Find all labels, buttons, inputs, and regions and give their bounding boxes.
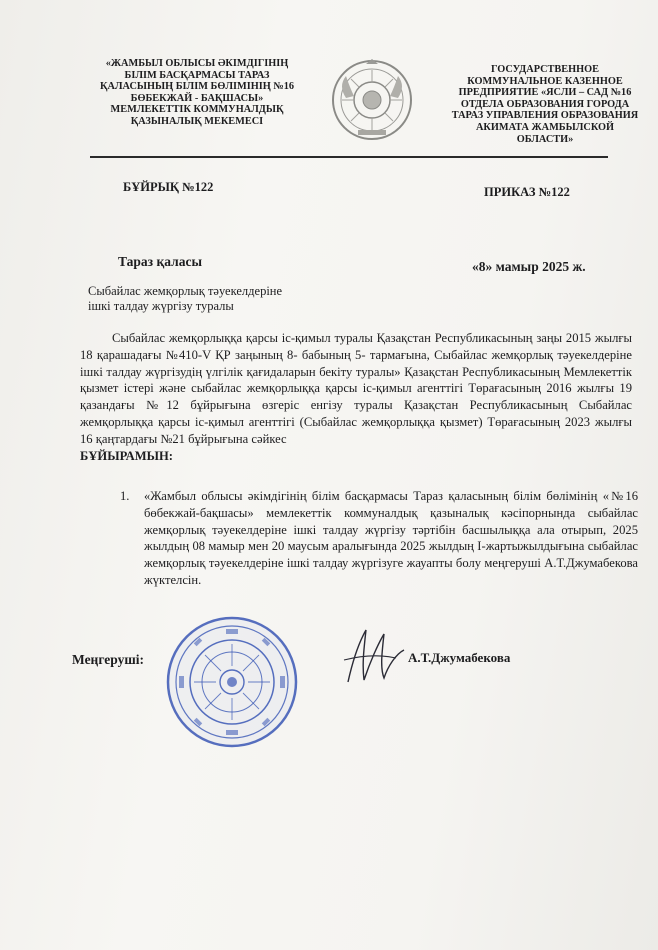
header-kazakh-line: «ЖАМБЫЛ ОБЛЫСЫ ӘКІМДІГІНІҢ [105,58,289,69]
header-kazakh-line: МЕМЛЕКЕТТІК КОММУНАЛДЫҚ [110,104,284,116]
order-subject-line: Сыбайлас жемқорлық тәуекелдеріне [88,284,283,298]
order-body [80,330,632,464]
state-emblem-icon [330,58,414,142]
header-russian-line: ТАРАЗ УПРАВЛЕНИЯ ОБРАЗОВАНИЯ [451,110,639,122]
city: Тараз қаласы [118,254,202,269]
order-number-kazakh: БҰЙРЫҚ №122 [123,180,214,194]
header-kazakh-line: БӨБЕКЖАЙ - БАҚШАСЫ» [130,92,264,104]
preamble [80,330,632,448]
order-item-number: 1. [120,489,130,503]
header-russian-line: КОММУНАЛЬНОЕ КАЗЕННОЕ [467,75,623,87]
header-kazakh-line: БІЛІМ БАСҚАРМАСЫ ТАРАЗ [124,69,270,81]
order-subject [88,284,282,314]
header-russian-line: ОТДЕЛА ОБРАЗОВАНИЯ ГОРОДА [460,98,630,110]
header-kazakh-line: ҚАЛАСЫНЫҢ БІЛІМ БӨЛІМІНІҢ №16 [99,81,294,93]
command-word: БҰЙЫРАМЫН: [80,448,174,463]
order-subject-line: ішкі талдау жүргізу туралы [88,299,234,313]
header-divider [90,156,608,158]
header-russian-line: АКИМАТА ЖАМБЫЛСКОЙ [475,121,615,133]
preamble-text: Сыбайлас жемқорлыққа қарсы іс-қимыл туралы Қазақстан Республикасының заңы 2015 жылғы 18 қарашадағы №410-V ҚР заңының 8- бабының 5- тармағына, Сыбайлас жемқорлық тәуекелдеріне ішкі талдау жүргізудің үлгілік қағидаларын бекіту туралы» Қазақстан Республикасының Мемлекеттік қызмет істері және сыбайлас жемқорлыққа қарсы іс-қимыл агенттігі Төрағасының 2016 жылғы 19 қазандағы №12 бұйрығына өзгеріс енгізу туралы Қазақстан Республикасының Сыбайлас жемқорлыққа қарсы іс-қимыл агенттігі (Сыбайлас жемқорлыққа қызмет) Төрағасының 2023 жылғы 16 қаңтардағы №21 бұйрығына сәйкес [80,331,632,446]
header-kazakh-line: ҚАЗЫНАЛЫҚ МЕКЕМЕСІ [130,115,264,127]
header-russian-line: ОБЛАСТИ» [516,133,574,145]
signature-icon [338,624,410,688]
order-date: «8» мамыр 2025 ж. [472,259,586,274]
official-stamp-icon [164,614,300,750]
header-russian-line: ГОСУДАРСТВЕННОЕ [490,64,600,75]
header-russian-line: ПРЕДПРИЯТИЕ «ЯСЛИ – САД №16 [458,87,632,99]
order-number-russian: ПРИКАЗ №122 [484,185,570,199]
signatory-name: А.Т.Джумабекова [408,650,511,665]
signature-label: Меңгеруші: [72,652,145,667]
header-kazakh [82,58,312,128]
order-item-text: «Жамбыл облысы әкімдігінің білім басқармасы Тараз қаласының білім бөлімінің «№16 бөбекжай-бақшасы» мемлекеттік коммуналдық қазыналық кәсіпорнында сыбайлас жемқорлық тәуекелдеріне ішкі талдау жүргізу тәртібін басшылыққа ала отырып, 2025 жылдың 08 мамыр мен 20 маусым аралығында 2025 жылдың I-жартыжылдығына сыбайлас жемқорлық тәуекелдеріне ішкі талдау жүргізуге жауапты болу меңгеруші А.Т.Джумабекова жүктелсін. [144,489,638,587]
header-russian [450,64,640,145]
